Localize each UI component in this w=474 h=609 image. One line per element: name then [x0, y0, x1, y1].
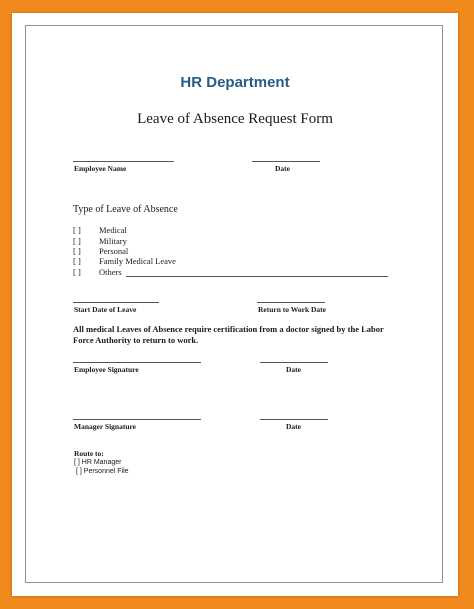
leave-option-family-medical[interactable] [73, 256, 176, 266]
leave-option-personal[interactable] [73, 246, 128, 256]
option-label: Medical [99, 225, 127, 235]
checkbox[interactable]: [ ] [73, 256, 81, 266]
department-title: HR Department [180, 74, 290, 91]
start-date-line[interactable] [73, 302, 159, 303]
employee-name-label: Employee Name [74, 164, 127, 173]
option-label: Family Medical Leave [99, 256, 176, 266]
return-date-line[interactable] [257, 302, 325, 303]
medical-notice [73, 324, 384, 346]
form-title: Leave of Absence Request Form [137, 111, 333, 127]
checkbox[interactable]: [ ] [73, 246, 81, 256]
leave-option-military[interactable] [73, 236, 127, 246]
option-label: Others [99, 267, 122, 277]
manager-signature-line[interactable] [73, 419, 201, 420]
medical-notice-line-1: All medical Leaves of Absence require certification from a doctor signed by the Labor [73, 324, 384, 334]
route-option-hr-manager[interactable]: [ ] HR Manager [74, 459, 122, 466]
route-option-personnel-file[interactable]: [ ] Personnel File [76, 468, 129, 475]
employee-date-label: Date [286, 365, 301, 374]
option-label: Military [99, 236, 127, 246]
manager-date-label: Date [286, 422, 301, 431]
checkbox[interactable]: [ ] [73, 267, 81, 277]
leave-type-title: Type of Leave of Absence [73, 204, 178, 215]
return-date-label: Return to Work Date [258, 305, 326, 314]
leave-option-medical[interactable] [73, 225, 127, 235]
others-specify-line[interactable] [126, 276, 388, 277]
form-border [25, 25, 443, 583]
start-date-label: Start Date of Leave [74, 305, 137, 314]
employee-signature-label: Employee Signature [74, 365, 139, 374]
employee-signature-line[interactable] [73, 362, 201, 363]
document-page [12, 13, 458, 596]
employee-date-line[interactable] [260, 362, 328, 363]
route-to-title: Route to: [74, 449, 104, 458]
date-line-top[interactable] [252, 161, 320, 162]
date-label-top: Date [275, 164, 290, 173]
employee-name-line[interactable] [73, 161, 174, 162]
medical-notice-line-2: Force Authority to return to work. [73, 335, 199, 345]
checkbox[interactable]: [ ] [73, 225, 81, 235]
manager-signature-label: Manager Signature [74, 422, 137, 431]
leave-option-others[interactable] [73, 267, 122, 277]
checkbox[interactable]: [ ] [73, 236, 81, 246]
manager-date-line[interactable] [260, 419, 328, 420]
option-label: Personal [99, 246, 129, 256]
